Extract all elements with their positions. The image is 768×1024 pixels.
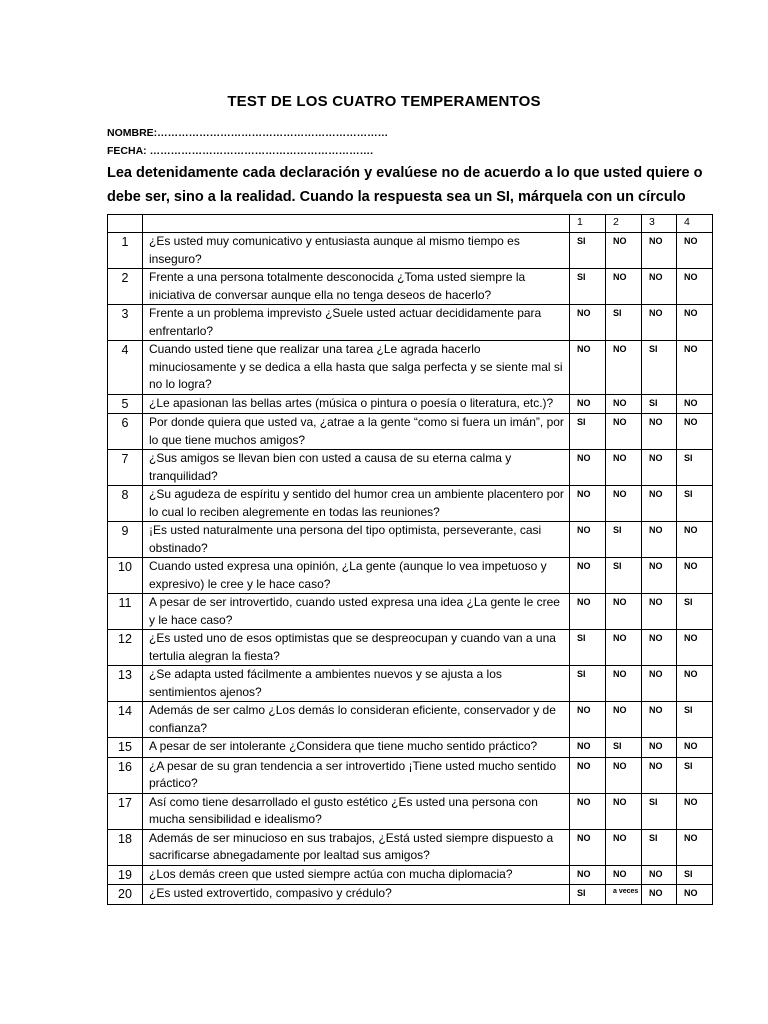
- table-row: [108, 865, 713, 885]
- table-row: [108, 522, 713, 558]
- answer-cell[interactable]: NO: [677, 414, 713, 450]
- answer-cell[interactable]: NO: [606, 793, 642, 829]
- fecha-field: FECHA: ……………………………………………………….: [107, 145, 373, 157]
- answer-cell[interactable]: NO: [677, 305, 713, 341]
- answer-cell[interactable]: SI: [570, 630, 606, 666]
- question-text: A pesar de ser introvertido, cuando usted expresa una idea ¿La gente le cree y le hace caso?: [143, 594, 570, 630]
- question-text: Cuando usted expresa una opinión, ¿La gente (aunque lo vea impetuoso y expresivo) le cree y le hace caso?: [143, 558, 570, 594]
- answer-cell[interactable]: NO: [642, 757, 677, 793]
- answer-cell[interactable]: NO: [606, 666, 642, 702]
- table-row: [108, 793, 713, 829]
- question-number: 3: [108, 305, 143, 341]
- answer-cell[interactable]: NO: [642, 233, 677, 269]
- table-row: [108, 702, 713, 738]
- answer-cell[interactable]: NO: [570, 341, 606, 395]
- column-header: 1: [570, 215, 606, 233]
- answer-cell[interactable]: NO: [606, 269, 642, 305]
- answer-cell[interactable]: NO: [677, 558, 713, 594]
- question-number: 12: [108, 630, 143, 666]
- answer-cell[interactable]: NO: [642, 738, 677, 758]
- question-text: Cuando usted tiene que realizar una tarea ¿Le agrada hacerlo minuciosamente y se dedica a ella hasta que salga perfecta y se siente mal si no lo logra?: [143, 341, 570, 395]
- table-row: [108, 829, 713, 865]
- question-number: 5: [108, 394, 143, 414]
- answer-cell[interactable]: NO: [677, 630, 713, 666]
- answer-cell[interactable]: NO: [642, 450, 677, 486]
- question-text: ¿Su agudeza de espíritu y sentido del humor crea un ambiente placentero por lo cual lo reciben alegremente en todas las reuniones?: [143, 486, 570, 522]
- answer-cell[interactable]: SI: [677, 450, 713, 486]
- answer-cell[interactable]: NO: [606, 757, 642, 793]
- answer-cell[interactable]: NO: [570, 702, 606, 738]
- answer-cell[interactable]: NO: [570, 865, 606, 885]
- answer-cell[interactable]: NO: [570, 829, 606, 865]
- question-number: 2: [108, 269, 143, 305]
- question-number: 19: [108, 865, 143, 885]
- question-text: ¿Es usted extrovertido, compasivo y crédulo?: [143, 885, 570, 905]
- answer-cell[interactable]: NO: [642, 702, 677, 738]
- question-text: Así como tiene desarrollado el gusto estético ¿Es usted una persona con mucha sensibilidad e idealismo?: [143, 793, 570, 829]
- answer-cell[interactable]: NO: [642, 558, 677, 594]
- column-header: 4: [677, 215, 713, 233]
- question-number: 13: [108, 666, 143, 702]
- answer-cell[interactable]: SI: [642, 829, 677, 865]
- question-number: 20: [108, 885, 143, 905]
- answer-cell[interactable]: a veces: [606, 885, 642, 905]
- answer-cell[interactable]: NO: [570, 757, 606, 793]
- answer-cell[interactable]: NO: [677, 233, 713, 269]
- answer-cell[interactable]: NO: [606, 486, 642, 522]
- answer-cell[interactable]: SI: [606, 305, 642, 341]
- question-text: ¿Le apasionan las bellas artes (música o pintura o poesía o literatura, etc.)?: [143, 394, 570, 414]
- table-row: [108, 450, 713, 486]
- answer-cell[interactable]: NO: [570, 738, 606, 758]
- answer-cell[interactable]: NO: [570, 486, 606, 522]
- question-text: ¿Es usted uno de esos optimistas que se despreocupan y cuando van a una tertulia alegran la fiesta?: [143, 630, 570, 666]
- question-number: 11: [108, 594, 143, 630]
- question-number: 16: [108, 757, 143, 793]
- answer-cell[interactable]: NO: [677, 269, 713, 305]
- answer-cell[interactable]: NO: [642, 594, 677, 630]
- question-number: 14: [108, 702, 143, 738]
- answer-cell[interactable]: SI: [570, 414, 606, 450]
- table-row: [108, 558, 713, 594]
- answer-cell[interactable]: NO: [606, 594, 642, 630]
- answer-cell[interactable]: SI: [677, 702, 713, 738]
- column-header: 3: [642, 215, 677, 233]
- table-row: [108, 757, 713, 793]
- answer-cell[interactable]: SI: [606, 738, 642, 758]
- table-row: [108, 305, 713, 341]
- question-text: Frente a un problema imprevisto ¿Suele usted actuar decididamente para enfrentarlo?: [143, 305, 570, 341]
- question-number: 10: [108, 558, 143, 594]
- question-number: 17: [108, 793, 143, 829]
- answer-cell[interactable]: NO: [570, 522, 606, 558]
- answer-cell[interactable]: NO: [570, 594, 606, 630]
- answer-cell[interactable]: NO: [570, 394, 606, 414]
- answer-cell[interactable]: NO: [677, 522, 713, 558]
- answer-cell[interactable]: NO: [606, 450, 642, 486]
- temperament-table: [107, 214, 713, 905]
- answer-cell[interactable]: SI: [570, 269, 606, 305]
- table-row: [108, 738, 713, 758]
- answer-cell[interactable]: NO: [606, 829, 642, 865]
- answer-cell[interactable]: NO: [642, 865, 677, 885]
- page-title: TEST DE LOS CUATRO TEMPERAMENTOS: [227, 93, 541, 110]
- nombre-field: NOMBRE:…………………………………………………………: [107, 127, 389, 139]
- question-number: 18: [108, 829, 143, 865]
- question-number: 8: [108, 486, 143, 522]
- answer-cell[interactable]: NO: [606, 341, 642, 395]
- answer-cell[interactable]: SI: [570, 233, 606, 269]
- table-row: [108, 269, 713, 305]
- answer-cell[interactable]: NO: [677, 341, 713, 395]
- answer-cell[interactable]: NO: [606, 394, 642, 414]
- answer-cell[interactable]: NO: [677, 738, 713, 758]
- answer-cell[interactable]: SI: [642, 394, 677, 414]
- table-row: [108, 394, 713, 414]
- table-header-row: [108, 215, 713, 233]
- answer-cell[interactable]: SI: [677, 865, 713, 885]
- answer-cell[interactable]: NO: [677, 829, 713, 865]
- answer-cell[interactable]: NO: [642, 486, 677, 522]
- question-number: 7: [108, 450, 143, 486]
- question-number: 9: [108, 522, 143, 558]
- answer-cell[interactable]: NO: [606, 630, 642, 666]
- answer-cell[interactable]: NO: [606, 233, 642, 269]
- question-text: Además de ser calmo ¿Los demás lo consideran eficiente, conservador y de confianza?: [143, 702, 570, 738]
- answer-cell[interactable]: NO: [570, 793, 606, 829]
- table-row: [108, 341, 713, 395]
- answer-cell[interactable]: NO: [642, 666, 677, 702]
- answer-cell[interactable]: NO: [677, 394, 713, 414]
- answer-cell[interactable]: SI: [677, 486, 713, 522]
- table-row: [108, 630, 713, 666]
- answer-cell[interactable]: SI: [677, 757, 713, 793]
- answer-cell[interactable]: SI: [570, 885, 606, 905]
- question-text: ¿Se adapta usted fácilmente a ambientes nuevos y se ajusta a los sentimientos ajenos?: [143, 666, 570, 702]
- answer-cell[interactable]: SI: [642, 341, 677, 395]
- question-number: 6: [108, 414, 143, 450]
- answer-cell[interactable]: SI: [606, 558, 642, 594]
- question-number: 4: [108, 341, 143, 395]
- table-row: [108, 486, 713, 522]
- instructions-text: Lea detenidamente cada declaración y evalúese no de acuerdo a lo que usted quiere o debe ser, sino a la realidad. Cuando la respuesta sea un SI, márquela con un círculo: [107, 165, 703, 205]
- answer-cell[interactable]: SI: [570, 666, 606, 702]
- question-text: Por donde quiera que usted va, ¿atrae a la gente “como si fuera un imán”, por lo que tiene muchos amigos?: [143, 414, 570, 450]
- answer-cell[interactable]: SI: [677, 594, 713, 630]
- table-row: [108, 666, 713, 702]
- question-text: Frente a una persona totalmente desconocida ¿Toma usted siempre la iniciativa de conversar aunque ella no tenga deseos de hacerlo?: [143, 269, 570, 305]
- answer-cell[interactable]: NO: [570, 305, 606, 341]
- header-empty-question: [143, 215, 570, 233]
- question-text: ¿Sus amigos se llevan bien con usted a causa de su eterna calma y tranquilidad?: [143, 450, 570, 486]
- answer-cell[interactable]: NO: [677, 885, 713, 905]
- answer-cell[interactable]: NO: [570, 450, 606, 486]
- answer-cell[interactable]: NO: [570, 558, 606, 594]
- table-row: [108, 414, 713, 450]
- question-text: ¡Es usted naturalmente una persona del tipo optimista, perseverante, casi obstinado?: [143, 522, 570, 558]
- column-header: 2: [606, 215, 642, 233]
- question-number: 1: [108, 233, 143, 269]
- question-text: Además de ser minucioso en sus trabajos, ¿Está usted siempre dispuesto a sacrificarse abnegadamente por lealtad sus amigos?: [143, 829, 570, 865]
- answer-cell[interactable]: NO: [606, 702, 642, 738]
- answer-cell[interactable]: NO: [642, 305, 677, 341]
- question-text: A pesar de ser intolerante ¿Considera que tiene mucho sentido práctico?: [143, 738, 570, 758]
- answer-cell[interactable]: NO: [606, 865, 642, 885]
- table-row: [108, 885, 713, 905]
- question-number: 15: [108, 738, 143, 758]
- answer-cell[interactable]: NO: [642, 522, 677, 558]
- question-text: ¿Los demás creen que usted siempre actúa con mucha diplomacia?: [143, 865, 570, 885]
- question-text: ¿Es usted muy comunicativo y entusiasta aunque al mismo tiempo es inseguro?: [143, 233, 570, 269]
- table-row: [108, 233, 713, 269]
- answer-cell[interactable]: NO: [677, 793, 713, 829]
- answer-cell[interactable]: SI: [642, 793, 677, 829]
- header-empty-num: [108, 215, 143, 233]
- answer-cell[interactable]: NO: [606, 414, 642, 450]
- answer-cell[interactable]: NO: [677, 666, 713, 702]
- answer-cell[interactable]: NO: [642, 269, 677, 305]
- table-row: [108, 594, 713, 630]
- answer-cell[interactable]: NO: [642, 885, 677, 905]
- answer-cell[interactable]: NO: [642, 414, 677, 450]
- answer-cell[interactable]: NO: [642, 630, 677, 666]
- question-text: ¿A pesar de su gran tendencia a ser introvertido ¡Tiene usted mucho sentido práctico?: [143, 757, 570, 793]
- answer-cell[interactable]: SI: [606, 522, 642, 558]
